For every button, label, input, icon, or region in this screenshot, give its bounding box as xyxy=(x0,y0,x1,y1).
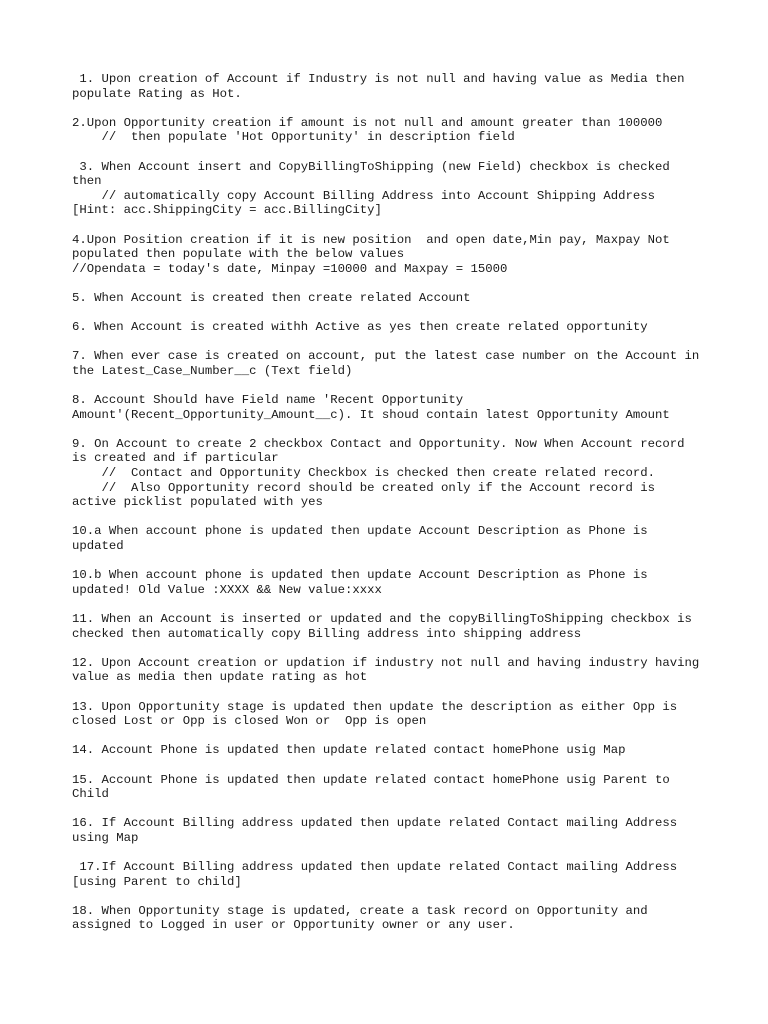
requirement-2: 2.Upon Opportunity creation if amount is not null and amount greater than 100000 // then populate 'Hot Opportunity' in description field xyxy=(72,115,663,145)
requirement-15: 15. Account Phone is updated then update related contact homePhone usig Parent to Child xyxy=(72,772,678,802)
requirement-10a: 10.a When account phone is updated then update Account Description as Phone is updated xyxy=(72,524,655,553)
requirement-4: 4.Upon Position creation if it is new position and open date,Min pay, Maxpay Not populated then populate with the below values //Opendata = today's date, Minpay =10000 and Maxpay = 15000 xyxy=(72,232,670,276)
requirement-18: 18. When Opportunity stage is updated, create a task record on Opportunity and assigned to Logged in user or Opportunity owner or any user. xyxy=(72,903,655,933)
requirement-1: 1. Upon creation of Account if Industry is not null and having value as Media then populate Rating as Hot. xyxy=(72,72,692,101)
requirement-5: 5. When Account is created then create related Account xyxy=(72,290,471,305)
requirement-12: 12. Upon Account creation or updation if industry not null and having industry having value as media then update rating as hot xyxy=(72,655,707,685)
requirement-3: 3. When Account insert and CopyBillingToShipping (new Field) checkbox is checked then // automatically copy Account Billing Address into Account Shipping Address [Hint: acc.ShippingCity = acc.BillingCity] xyxy=(72,159,670,218)
requirement-8: 8. Account Should have Field name 'Recent Opportunity Amount'(Recent_Opportunity_Amount__c). It shoud contain latest Opportunity Amount xyxy=(72,393,670,422)
requirement-16: 16. If Account Billing address updated then update related Contact mailing Address using Map xyxy=(72,816,685,845)
document-body xyxy=(72,72,707,948)
requirement-6: 6. When Account is created withh Active as yes then create related opportunity xyxy=(72,320,648,335)
requirement-11: 11. When an Account is inserted or updated and the copyBillingToShipping checkbox is checked then automatically copy Billing address into shipping address xyxy=(72,611,700,641)
requirement-17: 17.If Account Billing address updated then update related Contact mailing Address [using Parent to child] xyxy=(72,860,685,889)
requirement-7: 7. When ever case is created on account, put the latest case number on the Account in the Latest_Case_Number__c (Text field) xyxy=(72,349,707,378)
requirement-13: 13. Upon Opportunity stage is updated then update the description as either Opp is closed Lost or Opp is closed Won or Opp is open xyxy=(72,699,685,729)
requirement-10b: 10.b When account phone is updated then update Account Description as Phone is updated! Old Value :XXXX && New value:xxxx xyxy=(72,568,655,597)
requirement-14: 14. Account Phone is updated then update related contact homePhone usig Map xyxy=(72,743,626,758)
requirement-9: 9. On Account to create 2 checkbox Contact and Opportunity. Now When Account record is created and if particular // Contact and Opportunity Checkbox is checked then create related record. // Also Opportunity record should be created only if the Account record is active picklist populated with yes xyxy=(72,436,685,510)
